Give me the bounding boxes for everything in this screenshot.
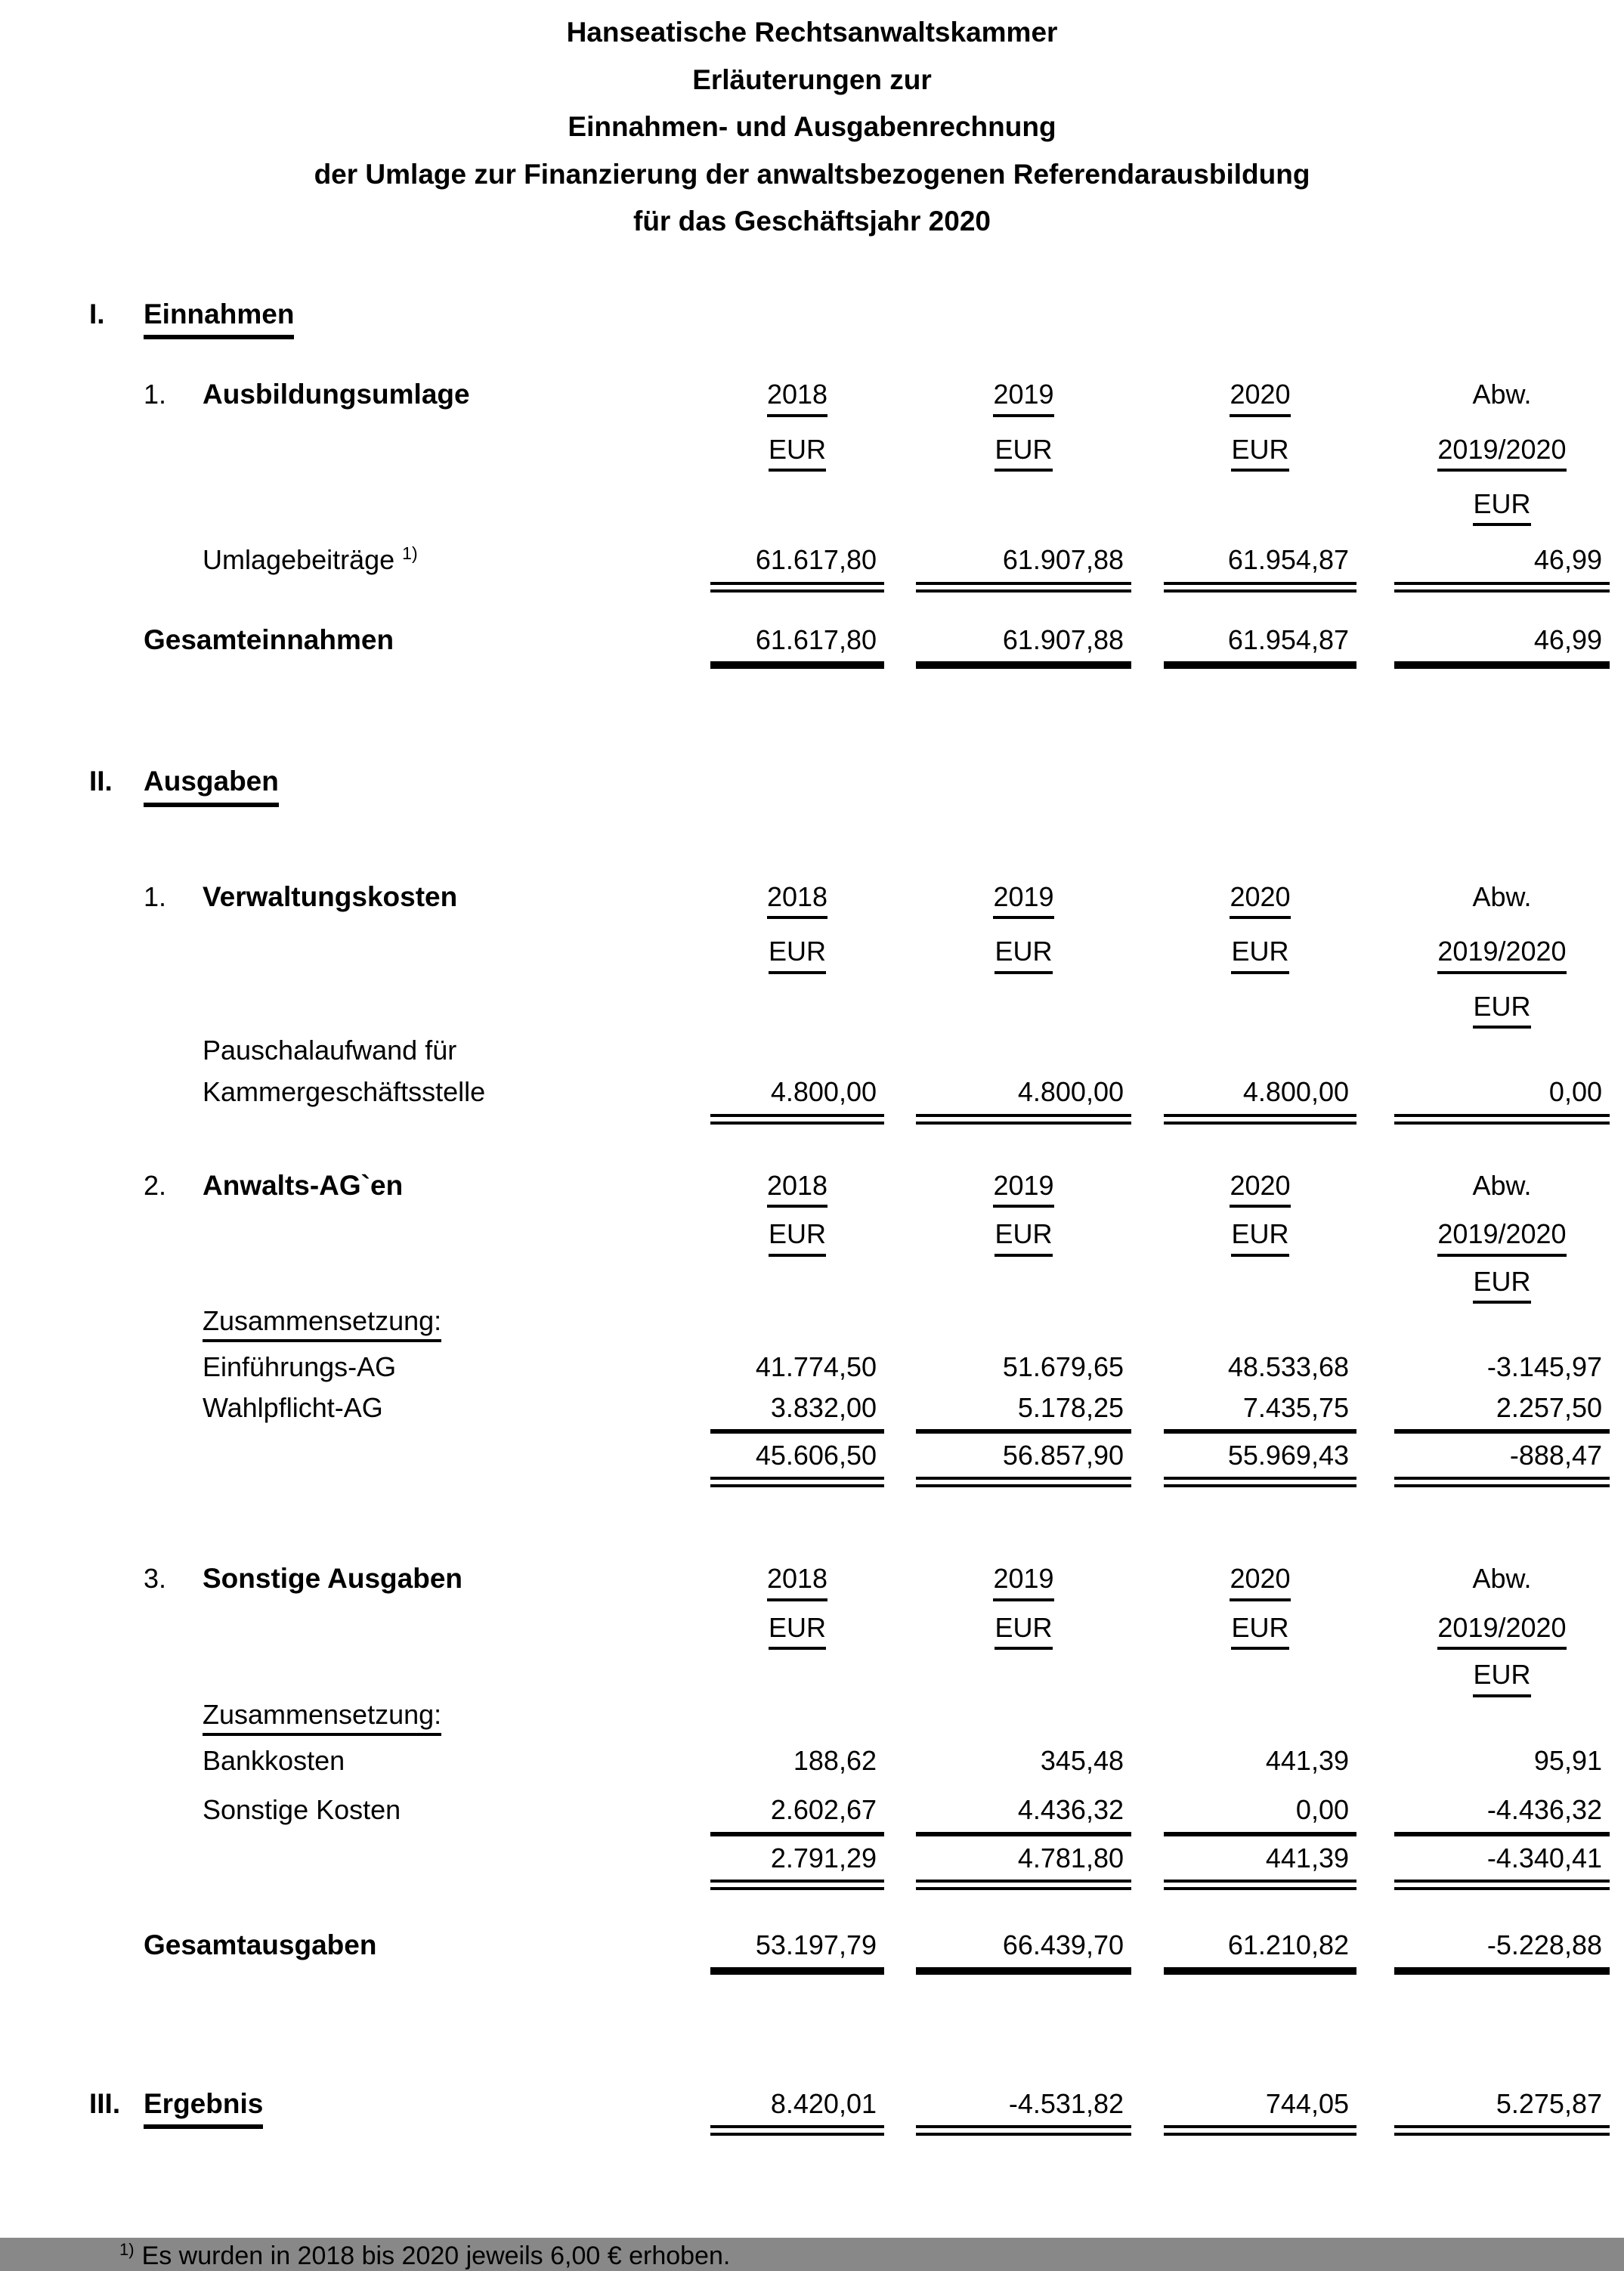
table-row-zusammensetzung	[89, 1305, 1624, 1342]
table-row-bankkosten	[89, 1745, 1624, 1776]
total-rule	[710, 582, 884, 593]
value-cell: 5.275,87	[1496, 2087, 1602, 2119]
col-header-eur: EUR	[1473, 488, 1530, 526]
row-label-text: Pauschalaufwand für	[203, 1034, 457, 1066]
row-label-text: Gesamteinnahmen	[144, 623, 394, 655]
value-cell: -888,47	[1509, 1440, 1602, 1471]
document-title-block	[0, 0, 1624, 238]
col-header-abw: Abw.	[1472, 880, 1532, 912]
sum-rule	[916, 1429, 1131, 1434]
col-header-2018: 2018	[767, 1170, 827, 1208]
value-cell: 2.791,29	[770, 1842, 877, 1873]
total-rule	[916, 1477, 1131, 1487]
value-cell: 61.907,88	[1002, 623, 1124, 655]
table-row-anwalts-ag-summe	[89, 1440, 1624, 1487]
total-rule	[1394, 582, 1610, 593]
col-header-abw-years: 2019/2020	[1437, 434, 1566, 472]
table-header-row	[89, 991, 1624, 1029]
value-cell: 188,62	[793, 1745, 877, 1777]
value-cell: 345,48	[1040, 1745, 1124, 1777]
total-rule	[1394, 1477, 1610, 1487]
table-header-row	[89, 881, 1624, 919]
item-title: Sonstige Ausgaben	[203, 1563, 463, 1595]
section-numeral: II.	[89, 766, 113, 797]
value-cell: 48.533,68	[1227, 1351, 1349, 1383]
value-cell: 744,05	[1265, 2087, 1349, 2119]
item-number: 1.	[144, 880, 167, 912]
value-cell: -4.531,82	[1008, 2087, 1124, 2119]
section-numeral: III.	[89, 2087, 121, 2119]
row-label-text: Umlagebeiträge	[203, 544, 395, 576]
col-header-abw-years: 2019/2020	[1437, 936, 1566, 973]
footnote-text: Es wurden in 2018 bis 2020 jeweils 6,00 € erhoben.	[141, 2241, 731, 2270]
col-header-eur: EUR	[769, 1218, 826, 1256]
total-rule	[1164, 2125, 1356, 2136]
item-title: Anwalts-AG`en	[203, 1169, 404, 1201]
item-title: Ausbildungsumlage	[203, 379, 470, 410]
col-header-abw: Abw.	[1472, 1169, 1532, 1201]
value-cell: 441,39	[1265, 1745, 1349, 1777]
table-header-row	[89, 488, 1624, 526]
value-cell: 95,91	[1533, 1745, 1602, 1777]
section-einnahmen-heading	[89, 299, 1624, 340]
total-rule	[1164, 1477, 1356, 1487]
sum-rule	[1394, 1429, 1610, 1434]
row-label-text: Zusammensetzung:	[203, 1699, 441, 1736]
item-number: 1.	[144, 379, 167, 410]
col-header-eur: EUR	[769, 936, 826, 973]
col-header-2019: 2019	[993, 379, 1053, 416]
item-number: 3.	[144, 1563, 167, 1595]
table-header-row	[89, 434, 1624, 472]
value-cell: 46,99	[1533, 623, 1602, 655]
row-label-text: Einführungs-AG	[203, 1351, 397, 1383]
total-rule	[1394, 1880, 1610, 1890]
value-cell: 2.602,67	[770, 1794, 877, 1826]
col-header-eur: EUR	[1231, 434, 1288, 472]
total-rule	[1164, 1967, 1356, 1975]
value-cell: 56.857,90	[1002, 1440, 1124, 1471]
item-number: 2.	[144, 1169, 167, 1201]
title-line: Einnahmen- und Ausgabenrechnung	[568, 111, 1056, 143]
total-rule	[710, 1114, 884, 1125]
col-header-abw-years: 2019/2020	[1437, 1218, 1566, 1256]
table-row-umlagebeitraege	[89, 544, 1624, 592]
row-label-text: Gesamtausgaben	[144, 1929, 377, 1961]
sum-rule	[1164, 1832, 1356, 1836]
total-rule	[916, 2125, 1131, 2136]
section-ausgaben-heading	[89, 766, 1624, 807]
footnote	[119, 2239, 1624, 2271]
value-cell: 8.420,01	[770, 2087, 877, 2119]
col-header-abw: Abw.	[1472, 379, 1532, 410]
total-rule	[1164, 1880, 1356, 1890]
section-heading-text: Ausgaben	[144, 766, 279, 807]
table-row-zusammensetzung	[89, 1699, 1624, 1736]
table-header-row	[89, 1659, 1624, 1697]
table-row-gesamtausgaben	[89, 1929, 1624, 1974]
value-cell: -4.340,41	[1486, 1842, 1602, 1873]
title-line: der Umlage zur Finanzierung der anwaltsbezogenen Referendarausbildung	[314, 158, 1310, 190]
table-row-pauschalaufwand	[89, 1035, 1624, 1066]
value-cell: 2.257,50	[1496, 1391, 1602, 1423]
row-label	[89, 544, 710, 575]
value-cell: 66.439,70	[1002, 1929, 1124, 1961]
col-header-eur: EUR	[769, 1612, 826, 1650]
section-heading-text: Einnahmen	[144, 299, 294, 340]
total-rule	[916, 582, 1131, 593]
total-rule	[710, 1880, 884, 1890]
col-header-2019: 2019	[993, 1563, 1053, 1601]
value-cell: 61.617,80	[755, 544, 877, 576]
total-rule	[916, 1114, 1131, 1125]
total-rule	[916, 1967, 1131, 1975]
total-rule	[1164, 661, 1356, 669]
value-cell: 4.781,80	[1017, 1842, 1124, 1873]
value-cell: 55.969,43	[1227, 1440, 1349, 1471]
table-row-wahlpflicht-ag	[89, 1392, 1624, 1434]
value-cell: 51.679,65	[1002, 1351, 1124, 1383]
table-header-row	[89, 379, 1624, 416]
table-row-sonstige-kosten	[89, 1794, 1624, 1836]
row-label-text: Bankkosten	[203, 1745, 345, 1777]
table-row-kammergeschaeftsstelle	[89, 1076, 1624, 1124]
col-header-eur: EUR	[1231, 1218, 1288, 1256]
col-header-eur: EUR	[995, 936, 1052, 973]
col-header-eur: EUR	[1231, 1612, 1288, 1650]
total-rule	[1394, 1967, 1610, 1975]
table-row-einfuehrungs-ag	[89, 1351, 1624, 1382]
value-cell: 41.774,50	[755, 1351, 877, 1383]
value-cell: 441,39	[1265, 1842, 1349, 1873]
col-header-2019: 2019	[993, 1170, 1053, 1208]
table-header-row	[89, 1170, 1624, 1208]
title-line: Erläuterungen zur	[692, 63, 932, 95]
col-header-abw: Abw.	[1472, 1563, 1532, 1595]
col-header-2019: 2019	[993, 881, 1053, 919]
total-rule	[1394, 1114, 1610, 1125]
section-heading-text: Ergebnis	[144, 2088, 263, 2130]
sum-rule	[1394, 1832, 1610, 1836]
total-rule	[710, 1477, 884, 1487]
item-title: Verwaltungskosten	[203, 880, 458, 912]
value-cell: 3.832,00	[770, 1391, 877, 1423]
value-cell: 4.800,00	[1017, 1076, 1124, 1108]
footnote-marker: 1)	[119, 2239, 135, 2259]
section-numeral: I.	[89, 298, 105, 330]
col-header-eur: EUR	[1473, 1266, 1530, 1304]
sum-rule	[1164, 1429, 1356, 1434]
total-rule	[710, 2125, 884, 2136]
value-cell: 61.210,82	[1227, 1929, 1349, 1961]
total-rule	[916, 661, 1131, 669]
value-cell: 61.954,87	[1227, 623, 1349, 655]
col-header-eur: EUR	[995, 1612, 1052, 1650]
sum-rule	[710, 1832, 884, 1836]
total-rule	[710, 1967, 884, 1975]
col-header-eur: EUR	[1231, 936, 1288, 973]
total-rule	[710, 661, 884, 669]
col-header-2020: 2020	[1230, 379, 1290, 416]
title-line: für das Geschäftsjahr 2020	[633, 206, 991, 237]
value-cell: 61.907,88	[1002, 544, 1124, 576]
total-rule	[1394, 2125, 1610, 2136]
row-label-text: Wahlpflicht-AG	[203, 1391, 383, 1423]
value-cell: 61.954,87	[1227, 544, 1349, 576]
total-rule	[916, 1880, 1131, 1890]
table-header-row	[89, 1563, 1624, 1601]
value-cell: 4.800,00	[770, 1076, 877, 1108]
value-cell: 61.617,80	[755, 623, 877, 655]
col-header-eur: EUR	[769, 434, 826, 472]
value-cell: 53.197,79	[755, 1929, 877, 1961]
table-header-row	[89, 1612, 1624, 1650]
col-header-eur: EUR	[1473, 991, 1530, 1029]
value-cell: 46,99	[1533, 544, 1602, 576]
value-cell: 0,00	[1295, 1794, 1349, 1826]
sum-rule	[916, 1832, 1131, 1836]
table-row-sonstige-summe	[89, 1842, 1624, 1890]
col-header-eur: EUR	[995, 1218, 1052, 1256]
value-cell: -3.145,97	[1486, 1351, 1602, 1383]
col-header-2018: 2018	[767, 881, 827, 919]
value-cell: 0,00	[1548, 1076, 1602, 1108]
row-label-text: Sonstige Kosten	[203, 1794, 401, 1826]
col-header-2018: 2018	[767, 379, 827, 416]
total-rule	[1164, 582, 1356, 593]
value-cell: -4.436,32	[1486, 1794, 1602, 1826]
col-header-abw-years: 2019/2020	[1437, 1612, 1566, 1650]
col-header-2020: 2020	[1230, 881, 1290, 919]
row-label-text: Zusammensetzung:	[203, 1305, 441, 1342]
table-row-ergebnis	[89, 2088, 1624, 2136]
table-row-gesamteinnahmen	[89, 624, 1624, 669]
value-cell: 45.606,50	[755, 1440, 877, 1471]
sum-rule	[710, 1429, 884, 1434]
value-cell: -5.228,88	[1486, 1929, 1602, 1961]
total-rule	[1394, 661, 1610, 669]
col-header-2020: 2020	[1230, 1563, 1290, 1601]
col-header-eur: EUR	[1473, 1659, 1530, 1697]
total-rule	[1164, 1114, 1356, 1125]
value-cell: 4.436,32	[1017, 1794, 1124, 1826]
title-line: Hanseatische Rechtsanwaltskammer	[566, 17, 1058, 48]
col-header-2020: 2020	[1230, 1170, 1290, 1208]
col-header-eur: EUR	[995, 434, 1052, 472]
footnote-ref: 1)	[402, 543, 418, 564]
value-cell: 7.435,75	[1242, 1391, 1349, 1423]
value-cell: 4.800,00	[1242, 1076, 1349, 1108]
col-header-2018: 2018	[767, 1563, 827, 1601]
row-label-text: Kammergeschäftsstelle	[203, 1076, 486, 1108]
table-header-row	[89, 1266, 1624, 1304]
table-header-row	[89, 936, 1624, 973]
table-header-row	[89, 1218, 1624, 1256]
value-cell: 5.178,25	[1017, 1391, 1124, 1423]
